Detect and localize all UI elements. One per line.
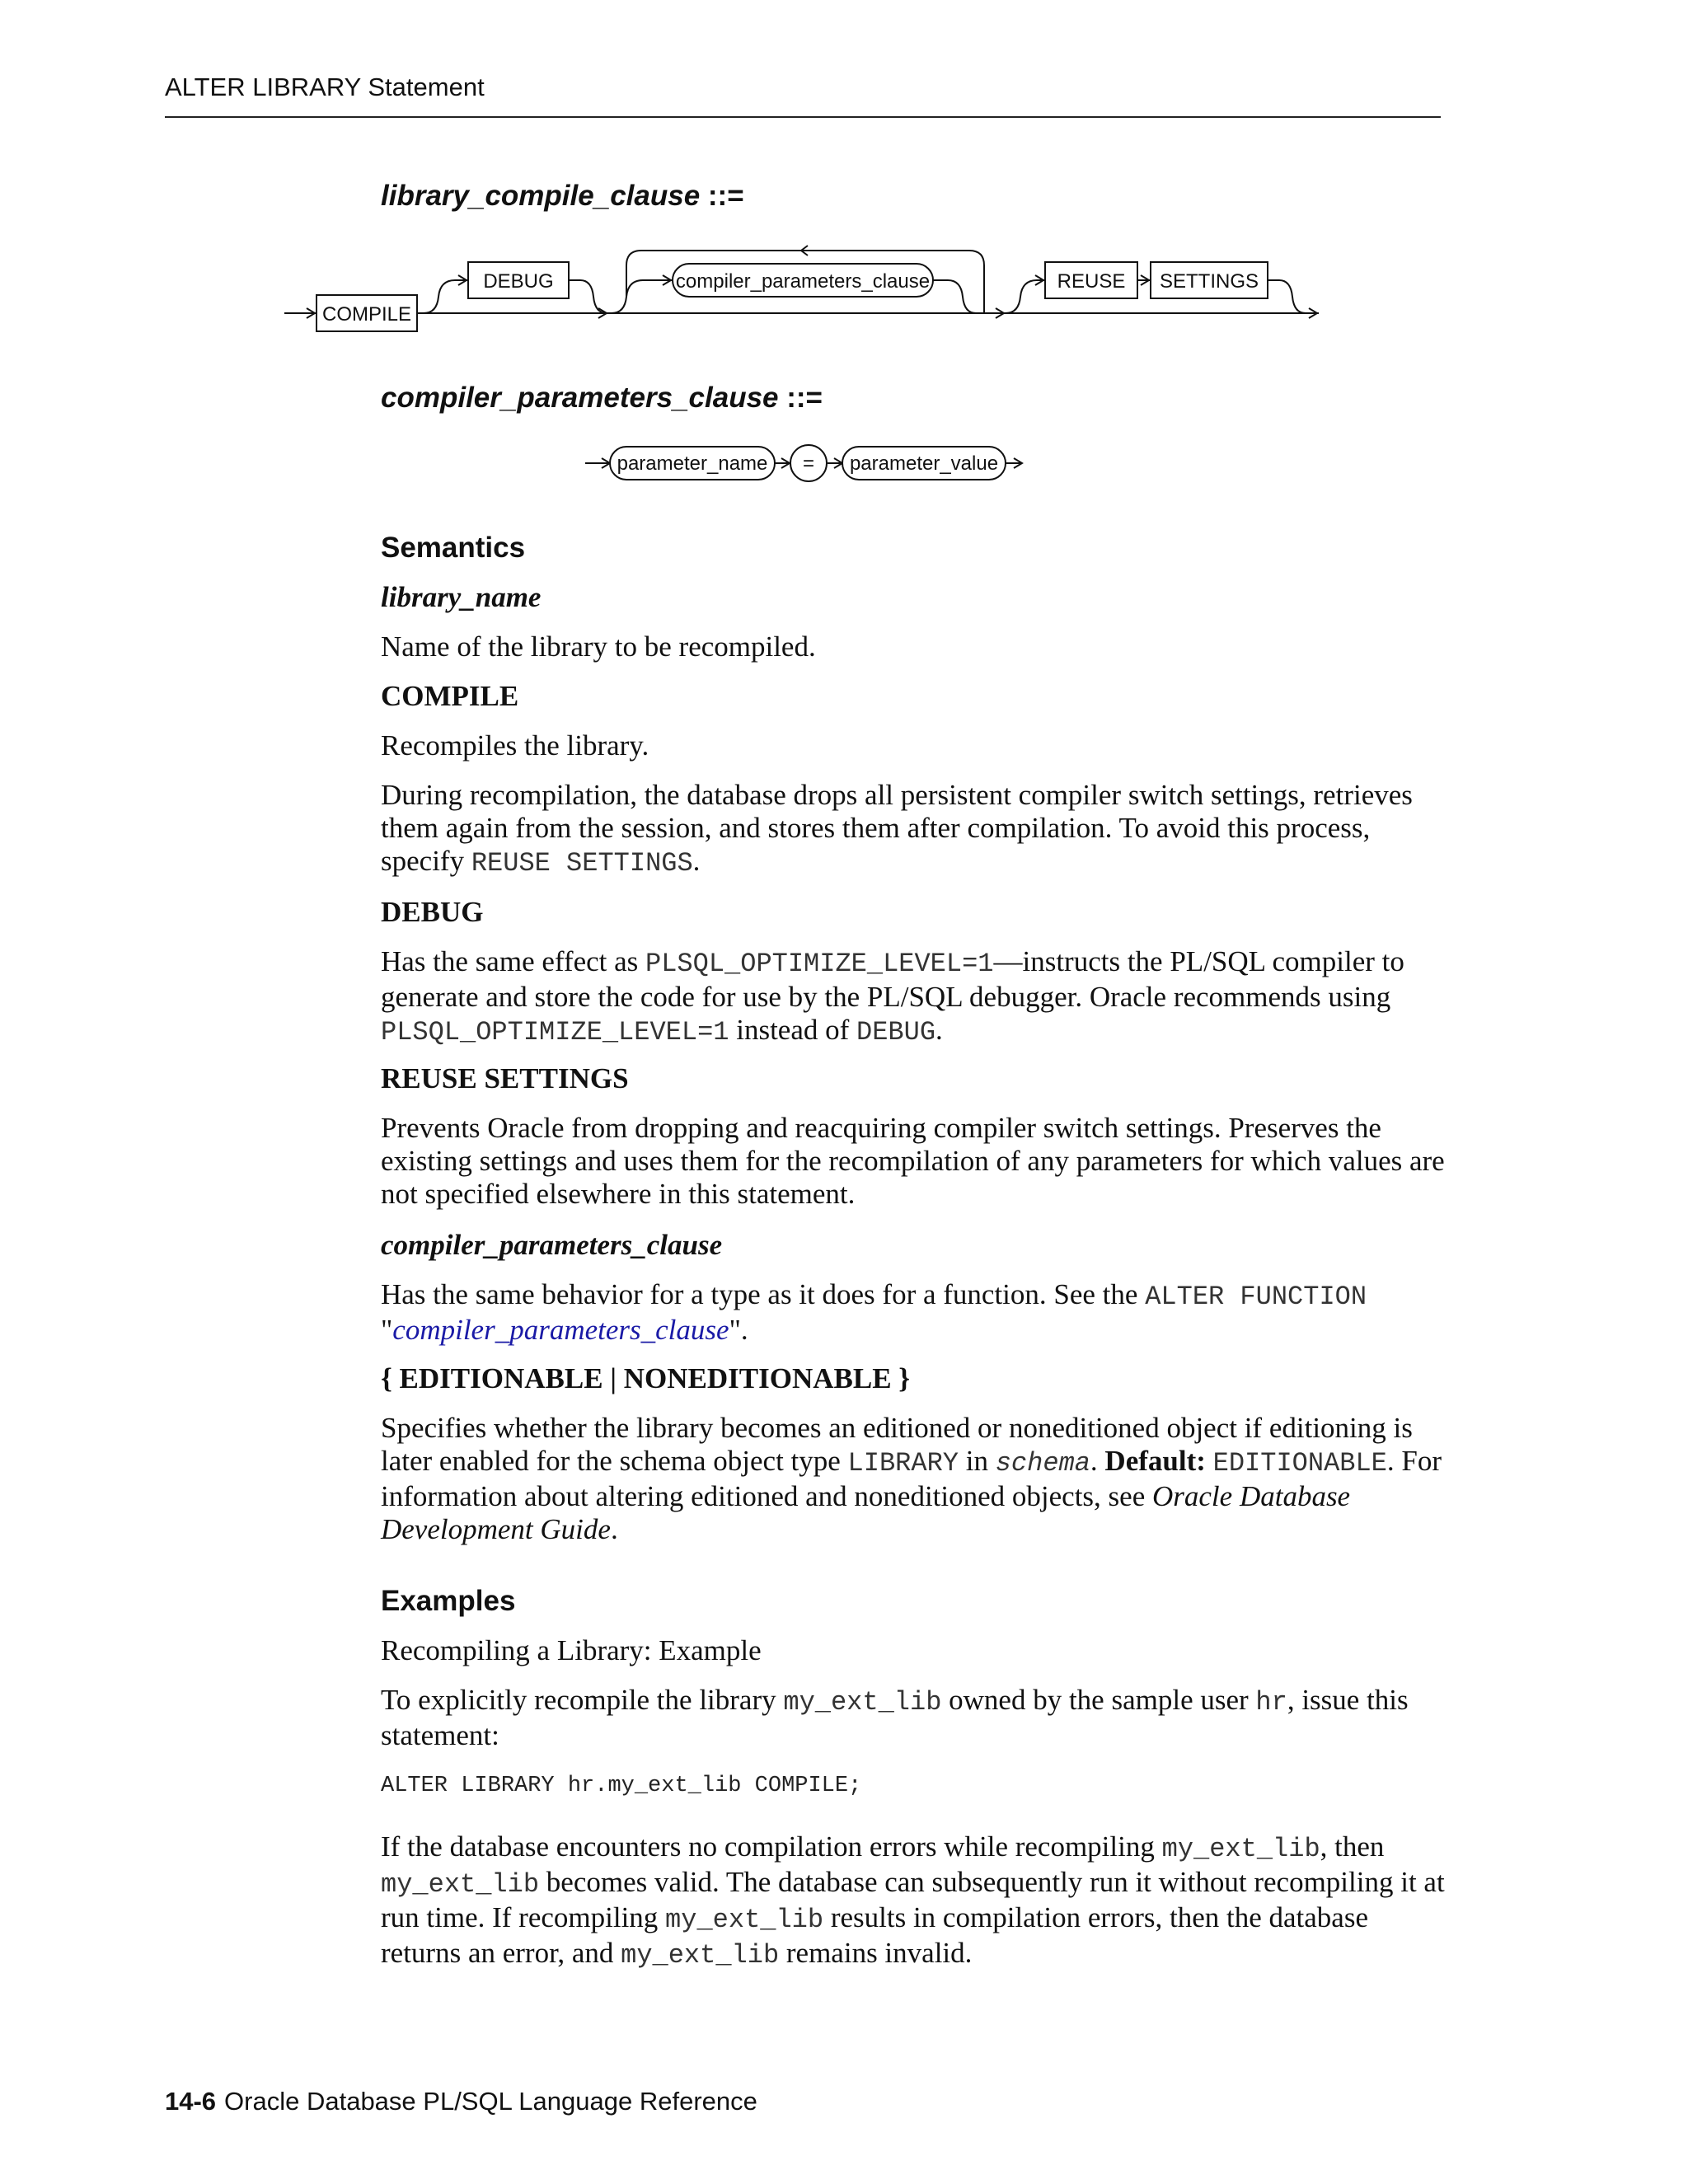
term-compiler-parameters-clause: compiler_parameters_clause	[381, 1229, 723, 1261]
text-run: instead of	[729, 1014, 857, 1046]
token-reuse: REUSE	[1057, 270, 1126, 293]
editionable-description	[381, 1412, 1452, 1546]
code-library: LIBRARY	[847, 1448, 959, 1479]
text-run: Has the same effect as	[381, 945, 646, 977]
debug-description	[381, 945, 1452, 1049]
token-settings: SETTINGS	[1159, 270, 1259, 293]
compiler-parameters-clause-link[interactable]: compiler_parameters_clause	[392, 1314, 729, 1346]
term-library-name: library_name	[381, 581, 542, 613]
code-debug: DEBUG	[856, 1017, 936, 1047]
example-title: Recompiling a Library: Example	[381, 1634, 762, 1666]
text-run: .	[610, 1513, 618, 1545]
examples-heading: Examples	[381, 1585, 516, 1617]
text-run: owned by the sample user	[941, 1684, 1256, 1716]
library-compile-clause-diagram	[0, 239, 1688, 338]
text-run: Specifies whether the library becomes an editioned or noneditioned object if editioning is later enabled for the schema object type	[381, 1412, 1413, 1477]
compile-description: Recompiles the library.	[381, 729, 649, 762]
code-my-ext-lib: my_ext_lib	[665, 1905, 824, 1935]
text-run: results in compilation errors, then the database returns an error, and	[381, 1901, 1368, 1969]
code-schema: schema	[995, 1448, 1090, 1479]
syntax-name: library_compile_clause	[381, 180, 701, 212]
code-plsql-optimize-level: PLSQL_OPTIMIZE_LEVEL=1	[645, 949, 994, 979]
text-run: becomes valid. The database can subsequently run it without recompiling it at run time. If recompiling	[381, 1866, 1445, 1933]
text-run: .	[935, 1014, 943, 1046]
code-hr: hr	[1255, 1687, 1287, 1718]
code-alter-function: ALTER FUNCTION	[1145, 1282, 1367, 1312]
text-run: , then	[1320, 1830, 1385, 1863]
code-plsql-optimize-level: PLSQL_OPTIMIZE_LEVEL=1	[381, 1017, 729, 1047]
example-result-paragraph	[381, 1830, 1452, 1972]
text-run: Has the same behavior for a type as it does for a function. See the	[381, 1278, 1146, 1310]
token-compile: COMPILE	[321, 303, 412, 326]
token-compiler-parameters-clause: compiler_parameters_clause	[675, 270, 931, 293]
text-run	[1206, 1445, 1213, 1477]
text-run: .	[1090, 1445, 1105, 1477]
code-my-ext-lib: my_ext_lib	[381, 1869, 540, 1900]
compiler-parameters-clause-diagram	[0, 437, 1688, 486]
syntax-symbol: ::=	[707, 180, 744, 212]
term-reuse-settings: REUSE SETTINGS	[381, 1062, 629, 1094]
semantics-heading: Semantics	[381, 532, 526, 564]
code-editionable: EDITIONABLE	[1212, 1448, 1387, 1479]
text-run: in	[958, 1445, 996, 1477]
token-parameter-name: parameter_name	[617, 452, 768, 475]
token-debug: DEBUG	[483, 270, 554, 293]
compile-detail-paragraph	[381, 779, 1452, 880]
text-run: remains invalid.	[779, 1937, 973, 1969]
syntax-name: compiler_parameters_clause	[381, 382, 779, 414]
code-reuse-settings: REUSE SETTINGS	[471, 848, 693, 879]
default-label: Default:	[1104, 1445, 1206, 1477]
text-run: If the database encounters no compilation errors while recompiling	[381, 1830, 1162, 1863]
term-editionable: { EDITIONABLE | NONEDITIONABLE }	[381, 1362, 911, 1394]
example-code-block: ALTER LIBRARY hr.my_ext_lib COMPILE;	[381, 1774, 862, 1798]
page-number: 14-6	[165, 2087, 217, 2116]
text-run: —instructs the PL/SQL compiler to generate and store the code for use by the PL/SQL debugger. Oracle recommends using	[381, 945, 1404, 1013]
compiler-parameters-clause-description	[381, 1278, 1452, 1347]
text-run: To explicitly recompile the library	[381, 1684, 784, 1716]
example-intro-paragraph	[381, 1684, 1452, 1752]
syntax-symbol: ::=	[786, 382, 823, 414]
syntax-title-library-compile-clause	[381, 180, 744, 213]
book-title: Oracle Database PL/SQL Language Reference	[224, 2087, 757, 2116]
text-run: .	[692, 845, 701, 877]
text-run: During recompilation, the database drops all persistent compiler switch settings, retrieves them again from the session, and stores them after compilation. To avoid this process, specify	[381, 779, 1413, 877]
guide-reference: Oracle Database Development Guide	[381, 1480, 1351, 1545]
code-my-ext-lib: my_ext_lib	[621, 1940, 780, 1971]
header-rule	[165, 116, 1441, 118]
text-run: , issue this statement:	[381, 1684, 1409, 1751]
token-equals: =	[802, 452, 815, 475]
syntax-title-compiler-parameters-clause	[381, 382, 823, 415]
term-debug: DEBUG	[381, 896, 484, 928]
library-name-description: Name of the library to be recompiled.	[381, 630, 816, 663]
token-parameter-value: parameter_value	[849, 452, 999, 475]
text-run: "	[381, 1314, 393, 1346]
code-my-ext-lib: my_ext_lib	[1161, 1834, 1320, 1864]
reuse-settings-description: Prevents Oracle from dropping and reacquiring compiler switch settings. Preserves the existing settings and uses them for the recompilation of any parameters for which values are not specified elsewhere in this statement.	[381, 1112, 1445, 1210]
text-run: . For information about altering editioned and noneditioned objects, see	[381, 1445, 1442, 1512]
term-compile: COMPILE	[381, 680, 519, 712]
running-header: ALTER LIBRARY Statement	[165, 73, 485, 101]
code-my-ext-lib: my_ext_lib	[783, 1687, 942, 1718]
text-run: ".	[729, 1314, 748, 1346]
page-footer	[165, 2087, 757, 2116]
